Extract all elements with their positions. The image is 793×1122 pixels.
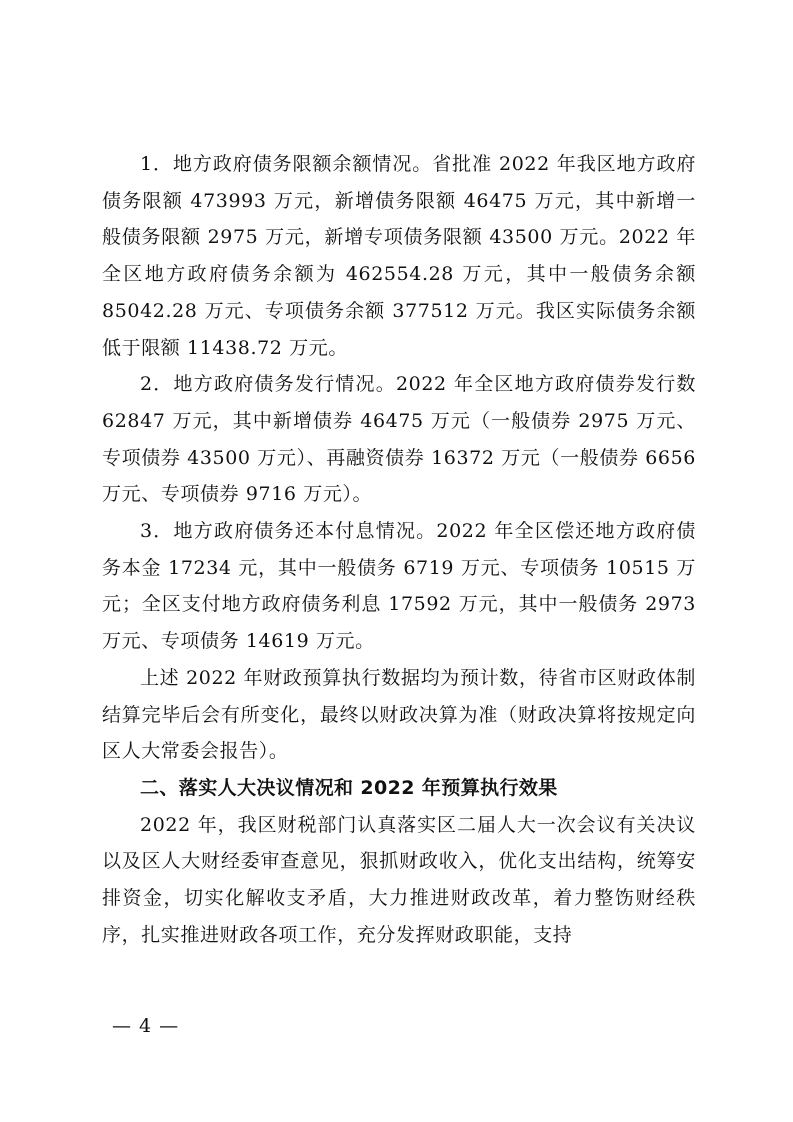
paragraph-debt-issuance: 2．地方政府债务发行情况。2022 年全区地方政府债券发行数 62847 万元，其中新增债券 46475 万元（一般债券 2975 万元、专项债券 43500 万元）、再融资债券 16372 万元（一般债券 6656 万元、专项债券 9716 万元）。 (102, 373, 696, 506)
paragraph-debt-limit-balance: 1．地方政府债务限额余额情况。省批准 2022 年我区地方政府债务限额 473993 万元，新增债务限额 46475 万元，其中新增一般债务限额 2975 万元，新增专项债务限额 43500 万元。2022 年全区地方政府债务余额为 462554.28 万元，其中一般债务余额 85042.28 万元、专项债务余额 377512 万元。我区实际债务余额低于限额 11438.72 万元。 (102, 153, 696, 359)
section-heading: 二、落实人大决议情况和 2022 年预算执行效果 (140, 776, 558, 799)
page-number: — 4 — (112, 1015, 180, 1037)
paragraph-implementation-effect: 2022 年，我区财税部门认真落实区二届人大一次会议有关决议以及区人大财经委审查意见，狠抓财政收入，优化支出结构，统筹安排资金，切实化解收支矛盾，大力推进财政改革，着力整饬财经秩序，扎实推进财政各项工作，充分发挥财政职能，支持 (102, 813, 696, 946)
paragraph-debt-repayment: 3．地方政府债务还本付息情况。2022 年全区偿还地方政府债务本金 17234 元，其中一般债务 6719 万元、专项债务 10515 万元；全区支付地方政府债务利息 17592 万元，其中一般债务 2973 万元、专项债务 14619 万元。 (102, 520, 696, 653)
document-body (102, 146, 696, 953)
paragraph-estimate-note: 上述 2022 年财政预算执行数据均为预计数，待省市区财政体制结算完毕后会有所变化，最终以财政决算为准（财政决算将按规定向区人大常委会报告）。 (102, 666, 696, 763)
